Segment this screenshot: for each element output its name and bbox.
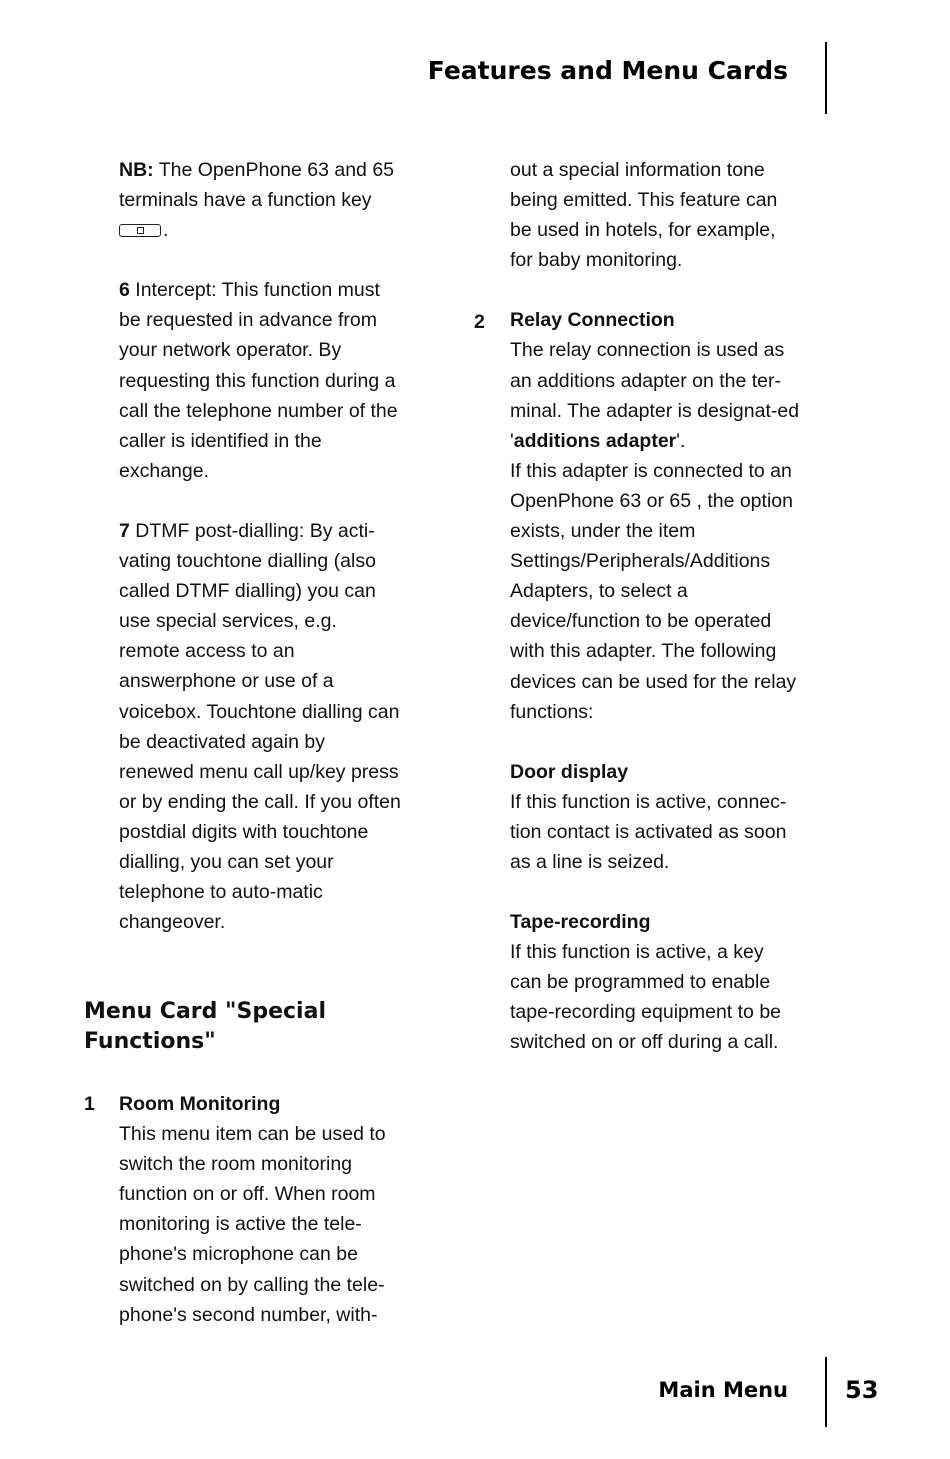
- dtmf-paragraph: [119, 516, 401, 937]
- nb-text: The OpenPhone 63 and 65 terminals have a function key: [119, 159, 395, 212]
- footer-divider: [825, 1357, 827, 1427]
- dtmf-text: DTMF post-dialling: By acti-vating touchtone dialling (also called DTMF dialling) you can use special services, e.g. remote access to an answerphone or use of a voicebox. Touchtone dialling can be deactivated again by renewed menu call up/key press or by ending the call. If you often postdial digits with touchtone dialling, you can set your telephone to auto-matic changeover.: [119, 519, 401, 934]
- page-number: 53: [845, 1376, 879, 1404]
- left-column: [119, 155, 401, 937]
- intercept-number: 6: [119, 279, 130, 302]
- room-monitoring-section: [119, 1089, 401, 1330]
- menu-card-heading: Menu Card "Special Functions": [84, 999, 326, 1054]
- relay-text-a: The relay connection is used as an additions adapter on the ter-minal. The adapter is designat-ed ': [510, 339, 800, 452]
- tape-recording-text: If this function is active, a key can be programmed to enable tape-recording equipment to be switched on or off during a call.: [510, 941, 782, 1054]
- room-monitoring-text: This menu item can be used to switch the room monitoring function on or off. When room monitoring is active the tele-phone's microphone can be switched on by calling the tele-phone's second number, with-: [119, 1123, 386, 1326]
- tape-recording-heading: Tape-recording: [510, 911, 651, 934]
- nb-label: NB:: [119, 159, 154, 181]
- relay-text-b: '.: [676, 429, 686, 452]
- room-monitoring-heading: Room Monitoring: [119, 1093, 281, 1115]
- intercept-paragraph: [119, 275, 401, 486]
- relay-bold-term: additions adapter: [513, 429, 677, 452]
- dtmf-number: 7: [119, 519, 130, 542]
- room-monitoring-continued: out a special information tone being emitted. This feature can be used in hotels, for example, for baby monitoring.: [510, 159, 778, 272]
- relay-connection-number: 2: [474, 311, 485, 333]
- door-display-heading: Door display: [510, 760, 629, 783]
- intercept-text: Intercept: This function must be requested in advance from your network operator. By requesting this function during a call the telephone number of the caller is identified in the exchange.: [119, 279, 398, 482]
- header-divider: [825, 42, 827, 114]
- relay-text-paragraph: [510, 335, 800, 455]
- door-display-text: If this function is active, connec-tion contact is activated as soon as a line is seized.: [510, 790, 787, 873]
- relay-text-c: If this adapter is connected to an OpenPhone 63 or 65 , the option exists, under the item Settings/Peripherals/Additions Adapters, to select a device/function to be operated with this adapter. The following devices can be used for the relay functions:: [510, 459, 797, 723]
- room-monitoring-number: 1: [84, 1093, 95, 1115]
- nb-end: .: [163, 219, 169, 242]
- right-column: [510, 155, 800, 1058]
- function-key-icon: [119, 224, 161, 237]
- page-header-title: Features and Menu Cards: [427, 56, 788, 85]
- relay-connection-heading: Relay Connection: [510, 309, 675, 332]
- footer-section-title: Main Menu: [658, 1378, 788, 1402]
- nb-paragraph: [119, 155, 401, 245]
